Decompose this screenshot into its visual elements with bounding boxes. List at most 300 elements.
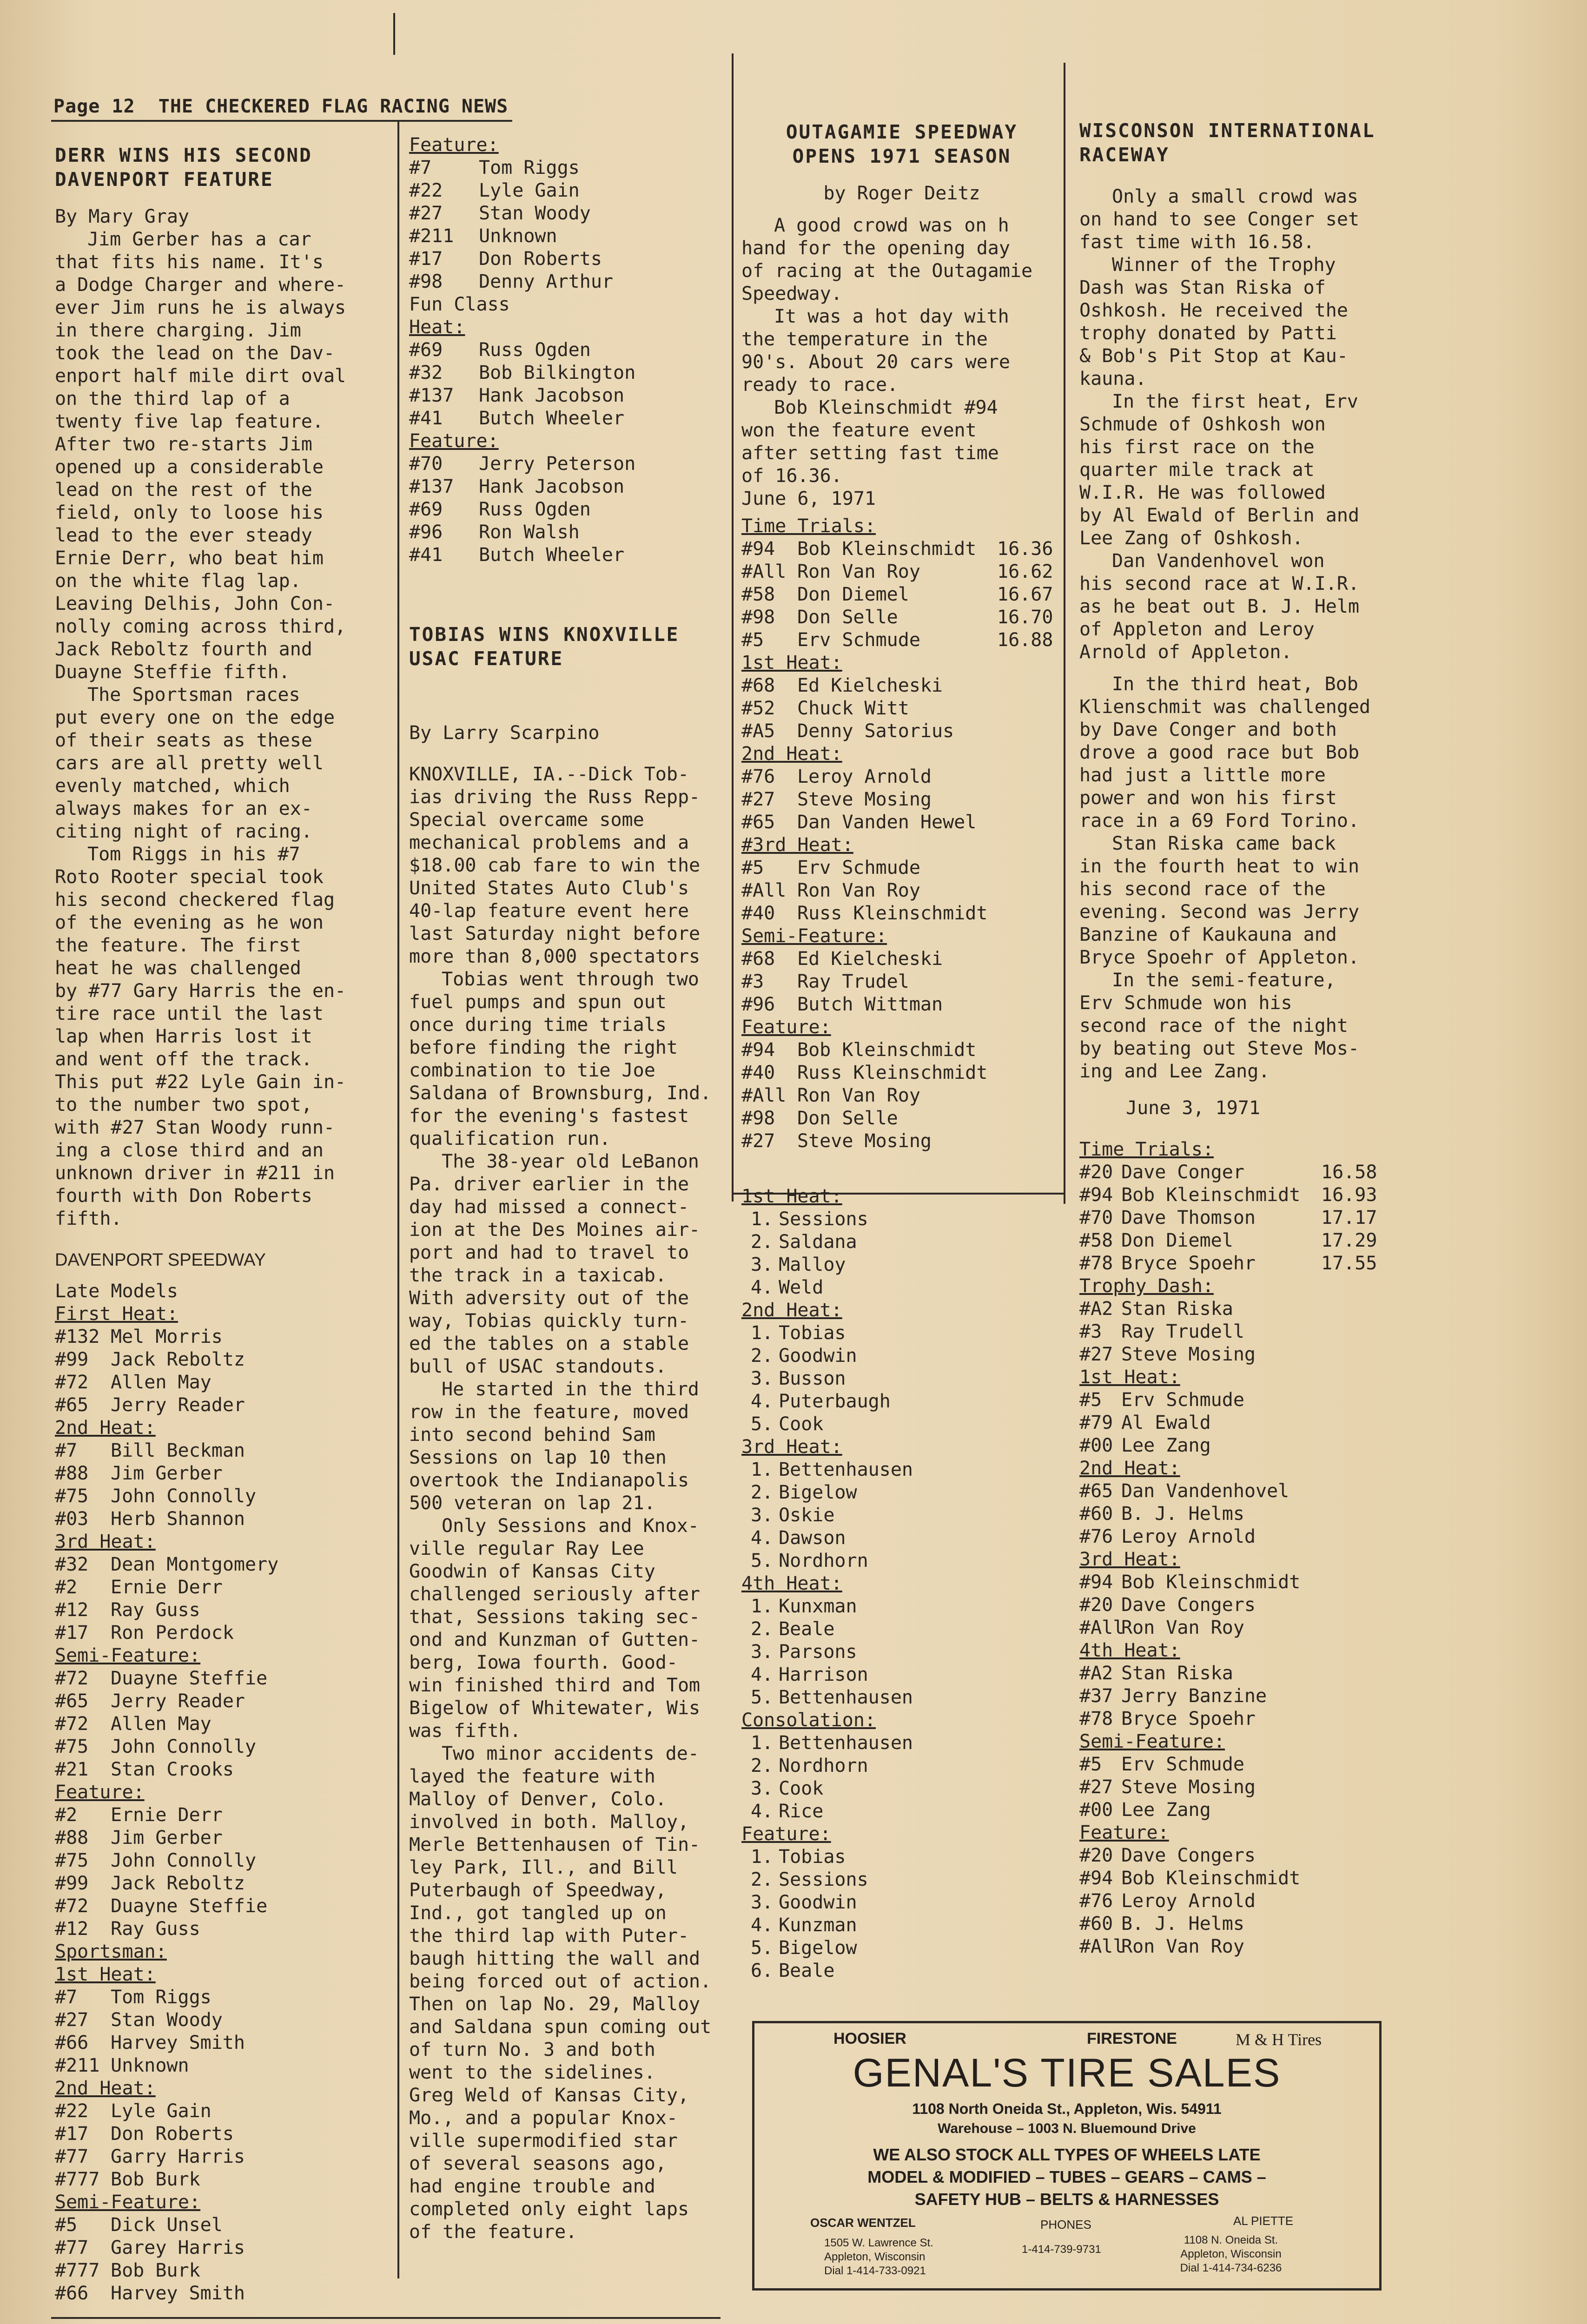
- paragraph-line: completed only eight laps: [409, 2199, 689, 2220]
- time-trial-row: [1079, 1207, 1405, 1229]
- car-number: #52: [741, 698, 775, 719]
- driver-name: Tobias: [779, 1322, 846, 1344]
- ad-phones-number: 1-414-739-9731: [1022, 2243, 1101, 2256]
- paragraph-line: his second checkered flag: [55, 889, 335, 911]
- lap-time: 17.55: [1321, 1253, 1377, 1274]
- page-header: [53, 95, 508, 118]
- paragraph-line: In the semi-feature,: [1112, 970, 1336, 991]
- car-number: #99: [55, 1873, 89, 1894]
- driver-name: John Connolly: [111, 1850, 257, 1871]
- headline: USAC FEATURE: [409, 647, 564, 670]
- paragraph-line: mechanical problems and a: [409, 832, 689, 853]
- car-number: #37: [1079, 1685, 1113, 1707]
- driver-name: Don Roberts: [111, 2123, 234, 2145]
- ad-contact-left-name: OSCAR WENTZEL: [810, 2216, 916, 2230]
- paragraph-line: quarter mile track at: [1079, 459, 1315, 481]
- result-row: [55, 2259, 390, 2282]
- paragraph-line: won the feature event: [741, 420, 977, 441]
- paragraph-line: of the feature.: [409, 2221, 577, 2243]
- driver-name: Bob Kleinschmidt: [797, 538, 977, 560]
- car-number: #75: [55, 1486, 89, 1507]
- car-number: #68: [741, 675, 775, 696]
- paragraph-line: KNOXVILLE, IA.--Dick Tob-: [409, 764, 689, 785]
- driver-name: Dave Conger: [1121, 1162, 1244, 1183]
- car-number: #41: [409, 408, 443, 429]
- ad-address: 1108 North Oneida St., Appleton, Wis. 54911: [912, 2100, 1222, 2117]
- paragraph-line: nolly coming across third,: [55, 616, 346, 637]
- result-row: [409, 475, 730, 498]
- car-number: #211: [55, 2055, 100, 2076]
- paragraph-line: ever Jim runs he is always: [55, 297, 346, 318]
- driver-name: Bob Bilkington: [479, 362, 636, 383]
- paragraph-line: He started in the third: [442, 1379, 699, 1400]
- car-number: #96: [741, 994, 775, 1015]
- knox-result-row: [741, 1618, 1062, 1641]
- knox-result-row: [741, 1208, 1062, 1231]
- paragraph-line: evening. Second was Jerry: [1079, 901, 1360, 923]
- paragraph-line: The Sportsman races: [87, 684, 300, 706]
- paragraph-line: Pa. driver earlier in the: [409, 1174, 689, 1195]
- driver-name: Bettenhausen: [779, 1459, 913, 1480]
- finish-position: 1.: [751, 1596, 774, 1617]
- paragraph-line: unknown driver in #211 in: [55, 1162, 335, 1184]
- driver-name: Duayne Steffie: [111, 1668, 268, 1689]
- car-number: #5: [1079, 1389, 1102, 1411]
- paragraph-line: fast time with 16.58.: [1079, 231, 1315, 253]
- finish-position: 3.: [751, 1505, 774, 1526]
- finish-position: 3.: [751, 1368, 774, 1389]
- paragraph-line: of their seats as these: [55, 730, 312, 751]
- headline: RACEWAY: [1079, 144, 1170, 166]
- result-row: [55, 2123, 390, 2146]
- car-number: #A2: [1079, 1663, 1113, 1684]
- section-label: Feature:: [741, 1823, 831, 1845]
- knox-result-row: [741, 1527, 1062, 1550]
- paragraph-line: baugh hitting the wall and: [409, 1948, 701, 1969]
- paragraph-line: Erv Schmude won his: [1079, 992, 1292, 1014]
- driver-name: Ron Van Roy: [1121, 1617, 1244, 1638]
- driver-name: Ray Trudel: [797, 971, 909, 992]
- driver-name: Dave Thomson: [1121, 1207, 1256, 1228]
- result-row: [741, 811, 1062, 834]
- paragraph-line: ley Park, Ill., and Bill: [409, 1857, 678, 1878]
- car-number: #All: [741, 1085, 787, 1106]
- driver-name: Dave Congers: [1121, 1594, 1256, 1616]
- paragraph-line: bull of USAC standouts.: [409, 1356, 667, 1377]
- driver-name: Oskie: [779, 1505, 835, 1526]
- car-number: #A5: [741, 720, 775, 742]
- result-row: [1079, 1503, 1405, 1525]
- headline: OUTAGAMIE SPEEDWAY: [786, 121, 1018, 143]
- car-number: #98: [741, 607, 775, 628]
- result-row: [55, 1348, 390, 1371]
- car-number: #27: [1079, 1344, 1113, 1365]
- car-number: #03: [55, 1508, 89, 1530]
- car-number: #94: [741, 538, 775, 560]
- byline: By Mary Gray: [55, 206, 189, 227]
- ad-stock-line-1: WE ALSO STOCK ALL TYPES OF WHEELS LATE: [873, 2145, 1261, 2164]
- paragraph-line: qualification run.: [409, 1128, 611, 1149]
- driver-name: Stan Riska: [1121, 1663, 1233, 1684]
- paragraph-line: Puterbaugh of Speedway,: [409, 1880, 667, 1901]
- ad-contact-right-name: AL PIETTE: [1233, 2214, 1294, 2228]
- driver-name: Tom Riggs: [479, 157, 580, 178]
- knox-result-row: [741, 1777, 1062, 1800]
- result-row: [55, 1485, 390, 1508]
- driver-name: Unknown: [111, 2055, 189, 2076]
- paragraph-line: Malloy of Denver, Colo.: [409, 1789, 667, 1810]
- car-number: #777: [55, 2260, 100, 2281]
- result-row: [409, 498, 730, 521]
- section-label: 2nd Heat:: [55, 2078, 156, 2099]
- paragraph-line: enport half mile dirt oval: [55, 365, 346, 387]
- paragraph-line: of racing at the Outagamie: [741, 260, 1033, 282]
- driver-name: Stan Crooks: [111, 1759, 234, 1780]
- car-number: #99: [55, 1349, 89, 1370]
- section-label: Trophy Dash:: [1079, 1275, 1214, 1297]
- paragraph-line: of the evening as he won: [55, 912, 324, 933]
- paragraph-line: A good crowd was on h: [774, 215, 1009, 236]
- result-row: [409, 407, 730, 430]
- paragraph-line: the third lap with Puter-: [409, 1925, 689, 1947]
- headline: DAVENPORT FEATURE: [55, 168, 274, 191]
- car-number: #60: [1079, 1913, 1113, 1934]
- driver-name: Erv Schmude: [1121, 1754, 1244, 1775]
- driver-name: Garey Harris: [111, 2237, 245, 2258]
- section-label: 1st Heat:: [741, 652, 842, 673]
- driver-name: Malloy: [779, 1254, 846, 1275]
- finish-position: 3.: [751, 1778, 774, 1799]
- car-number: #27: [55, 2009, 89, 2031]
- class-label: Late Models: [55, 1281, 178, 1302]
- paragraph-line: Tobias went through two: [442, 969, 699, 990]
- driver-name: Bigelow: [779, 1482, 857, 1503]
- car-number: #All: [1079, 1936, 1124, 1957]
- ad-warehouse: Warehouse – 1003 N. Bluemound Drive: [938, 2121, 1196, 2136]
- lap-time: 16.93: [1321, 1184, 1377, 1206]
- car-number: #00: [1079, 1435, 1113, 1456]
- paragraph-line: before finding the right: [409, 1037, 678, 1058]
- car-number: #70: [1079, 1207, 1113, 1228]
- driver-name: Lee Zang: [1121, 1435, 1211, 1456]
- ad-title: GENAL'S TIRE SALES: [853, 2051, 1281, 2095]
- section-label: First Heat:: [55, 1303, 178, 1325]
- paragraph-line: The 38-year old LeBanon: [442, 1151, 699, 1172]
- lap-time: 16.67: [997, 584, 1053, 605]
- knox-result-row: [741, 1755, 1062, 1777]
- result-row: [1079, 1753, 1405, 1776]
- lap-time: 16.58: [1321, 1162, 1377, 1183]
- car-number: #94: [1079, 1571, 1113, 1593]
- paragraph-line: Duayne Steffie fifth.: [55, 661, 290, 683]
- ad-contact-line: Appleton, Wisconsin: [824, 2251, 926, 2263]
- knox-result-row: [741, 1550, 1062, 1572]
- driver-name: Bigelow: [779, 1937, 857, 1959]
- section-label: Heat:: [409, 317, 465, 338]
- paragraph-line: win finished third and Tom: [409, 1675, 701, 1696]
- paragraph-line: Roto Rooter special took: [55, 866, 324, 888]
- result-row: [741, 1062, 1062, 1084]
- car-number: #27: [741, 789, 775, 810]
- car-number: #3: [741, 971, 764, 992]
- result-row: [55, 1713, 390, 1736]
- driver-name: Lee Zang: [1121, 1799, 1211, 1821]
- paragraph-line: ias driving the Russ Repp-: [409, 786, 701, 808]
- paragraph-line: citing night of racing.: [55, 821, 312, 842]
- section-label: 1st Heat:: [1079, 1367, 1180, 1388]
- result-row: [55, 1918, 390, 1941]
- result-row: [55, 1462, 390, 1485]
- result-row: [741, 674, 1062, 697]
- car-number: #94: [1079, 1184, 1113, 1206]
- car-number: #72: [55, 1372, 89, 1393]
- result-row: [55, 2282, 390, 2305]
- driver-name: Russ Ogden: [479, 499, 591, 520]
- finish-position: 4.: [751, 1277, 774, 1298]
- paragraph-line: once during time trials: [409, 1014, 667, 1036]
- driver-name: Hank Jacobson: [479, 476, 625, 497]
- car-number: #22: [409, 180, 443, 201]
- driver-name: Ed Kielcheski: [797, 675, 943, 696]
- driver-name: Ernie Derr: [111, 1804, 223, 1826]
- paragraph-line: lead on the rest of the: [55, 479, 312, 501]
- driver-name: Ron Van Roy: [797, 880, 920, 901]
- finish-position: 2.: [751, 1618, 774, 1640]
- car-number: #7: [55, 1987, 78, 2008]
- driver-name: Don Diemel: [1121, 1230, 1233, 1251]
- car-number: #5: [55, 2214, 78, 2236]
- driver-name: Steve Mosing: [1121, 1776, 1256, 1798]
- result-row: [741, 1107, 1062, 1130]
- paragraph-line: took the lead on the Dav-: [55, 343, 335, 364]
- car-number: #66: [55, 2032, 89, 2053]
- speedway-name: DAVENPORT SPEEDWAY: [55, 1250, 266, 1270]
- driver-name: Erv Schmude: [1121, 1389, 1244, 1411]
- result-row: [55, 1690, 390, 1713]
- paragraph-line: Oshkosh. He received the: [1079, 300, 1348, 321]
- result-row: [741, 1130, 1062, 1153]
- paragraph-line: of turn No. 3 and both: [409, 2039, 655, 2060]
- car-number: #70: [409, 453, 443, 475]
- section-label: 2nd Heat:: [741, 743, 842, 765]
- car-number: #20: [1079, 1594, 1113, 1616]
- driver-name: Jerry Reader: [111, 1394, 245, 1416]
- car-number: #76: [741, 766, 775, 787]
- car-number: #32: [409, 362, 443, 383]
- knox-result-row: [741, 1276, 1062, 1299]
- paragraph-line: Mo., and a popular Knox-: [409, 2107, 678, 2129]
- result-row: [1079, 1708, 1405, 1730]
- finish-position: 1.: [751, 1322, 774, 1344]
- car-number: #All: [1079, 1617, 1124, 1638]
- result-row: [409, 384, 730, 407]
- paragraph-line: field, only to loose his: [55, 502, 324, 523]
- driver-name: Dick Unsel: [111, 2214, 223, 2236]
- result-row: [741, 788, 1062, 811]
- paragraph-line: that fits his name. It's: [55, 251, 324, 273]
- class-label: Fun Class: [409, 294, 510, 315]
- driver-name: Goodwin: [779, 1892, 857, 1913]
- car-number: #All: [741, 561, 787, 582]
- driver-name: Rice: [779, 1801, 824, 1822]
- ad-stock-line-2: MODEL & MODIFIED – TUBES – GEARS – CAMS –: [867, 2167, 1266, 2186]
- result-row: [409, 544, 730, 567]
- driver-name: Unknown: [479, 225, 557, 247]
- paragraph-line: ville regular Ray Lee: [409, 1538, 644, 1559]
- paragraph-line: for the evening's fastest: [409, 1105, 689, 1127]
- paragraph-line: ready to race.: [741, 374, 899, 396]
- result-row: [55, 1326, 390, 1348]
- column-divider-3: [1064, 63, 1065, 1204]
- knox-result-row: [741, 1664, 1062, 1686]
- paragraph-line: W.I.R. He was followed: [1079, 482, 1326, 503]
- paragraph-line: on the third lap of a: [55, 388, 290, 409]
- driver-name: Bob Burk: [111, 2169, 200, 2190]
- result-row: [741, 948, 1062, 971]
- result-row: [741, 879, 1062, 902]
- paragraph-line: Banzine of Kaukauna and: [1079, 924, 1337, 945]
- section-label: Feature:: [741, 1017, 831, 1038]
- result-row: [55, 2100, 390, 2123]
- paragraph-line: Special overcame some: [409, 809, 644, 831]
- result-row: [409, 362, 730, 384]
- driver-name: John Connolly: [111, 1486, 257, 1507]
- result-row: [1079, 1525, 1405, 1548]
- section-label: Time Trials:: [1079, 1139, 1214, 1160]
- ad-brand-firestone: FIRESTONE: [1087, 2030, 1177, 2047]
- date-line: June 6, 1971: [741, 488, 876, 509]
- section-label: 4th Heat:: [741, 1573, 842, 1594]
- paragraph-line: of Appleton and Leroy: [1079, 619, 1315, 640]
- driver-name: Dave Congers: [1121, 1845, 1256, 1866]
- finish-position: 3.: [751, 1892, 774, 1913]
- car-number: #40: [741, 903, 775, 924]
- car-number: #77: [55, 2146, 89, 2167]
- car-number: #72: [55, 1895, 89, 1917]
- knox-result-row: [741, 1868, 1062, 1891]
- finish-position: 4.: [751, 1527, 774, 1549]
- driver-name: Ray Guss: [111, 1599, 200, 1621]
- driver-name: John Connolly: [111, 1736, 257, 1757]
- result-row: [1079, 1913, 1405, 1935]
- driver-name: Denny Satorius: [797, 720, 954, 742]
- knox-result-row: [741, 1390, 1062, 1413]
- paragraph-line: fourth with Don Roberts: [55, 1185, 312, 1207]
- column-3: [741, 120, 1062, 1982]
- paragraph-line: Ernie Derr, who beat him: [55, 548, 324, 569]
- headline: WISCONSON INTERNATIONAL: [1079, 119, 1375, 142]
- driver-name: Tobias: [779, 1846, 846, 1868]
- driver-name: Saldana: [779, 1231, 857, 1253]
- paragraph-line: to the number two spot,: [55, 1094, 312, 1116]
- time-trial-row: [741, 561, 1062, 583]
- paragraph-line: by Al Ewald of Berlin and: [1079, 505, 1360, 526]
- driver-name: Erv Schmude: [797, 857, 920, 878]
- knox-result-row: [741, 1504, 1062, 1527]
- driver-name: Bob Kleinschmidt: [1121, 1184, 1301, 1206]
- paragraph-line: twenty five lap feature.: [55, 411, 324, 432]
- paragraph-line: fuel pumps and spun out: [409, 991, 667, 1013]
- driver-name: Steve Mosing: [1121, 1344, 1256, 1365]
- paragraph-line: had engine trouble and: [409, 2176, 655, 2197]
- knox-result-row: [741, 1367, 1062, 1390]
- lap-time: 16.88: [997, 629, 1053, 651]
- time-trial-row: [1079, 1229, 1405, 1252]
- section-label: Semi-Feature:: [1079, 1731, 1225, 1752]
- top-tick: [393, 13, 395, 55]
- result-row: [55, 1599, 390, 1622]
- paragraph-line: United States Auto Club's: [409, 878, 689, 899]
- result-row: [55, 1439, 390, 1462]
- car-number: #65: [55, 1690, 89, 1712]
- paragraph-line: tire race until the last: [55, 1003, 324, 1024]
- paragraph-line: lead to the ever steady: [55, 525, 312, 546]
- paragraph-line: With adversity out of the: [409, 1287, 689, 1309]
- paragraph-line: port and had to travel to: [409, 1242, 689, 1263]
- car-number: #3: [1079, 1321, 1102, 1342]
- headline: OPENS 1971 SEASON: [792, 145, 1012, 167]
- paragraph-line: drove a good race but Bob: [1079, 742, 1360, 763]
- time-trial-row: [741, 583, 1062, 606]
- driver-name: Denny Arthur: [479, 271, 613, 292]
- section-label: 3rd Heat:: [1079, 1549, 1180, 1570]
- paragraph-line: Saldana of Brownsburg, Ind.: [409, 1083, 712, 1104]
- driver-name: Butch Wittman: [797, 994, 943, 1015]
- paragraph-line: way, Tobias quickly turn-: [409, 1310, 689, 1332]
- paragraph-line: race in a 69 Ford Torino.: [1079, 810, 1360, 832]
- section-label: 4th Heat:: [1079, 1640, 1180, 1661]
- ad-contact-line: Dial 1-414-734-6236: [1180, 2262, 1282, 2274]
- result-row: [741, 720, 1062, 743]
- column-1: [55, 143, 390, 2305]
- result-row: [55, 1872, 390, 1895]
- paragraph-line: the temperature in the: [741, 329, 988, 350]
- car-number: #69: [409, 339, 443, 361]
- car-number: #132: [55, 1326, 100, 1347]
- driver-name: Dawson: [779, 1527, 846, 1549]
- paragraph-line: In the third heat, Bob: [1112, 673, 1358, 695]
- driver-name: Steve Mosing: [797, 1130, 932, 1152]
- result-row: [409, 248, 730, 271]
- result-row: [741, 766, 1062, 788]
- car-number: #27: [1079, 1776, 1113, 1798]
- car-number: #00: [1079, 1799, 1113, 1821]
- knox-result-row: [741, 1732, 1062, 1755]
- paragraph-line: evenly matched, which: [55, 775, 290, 797]
- knox-result-row: [741, 1891, 1062, 1914]
- driver-name: Kunzman: [779, 1915, 857, 1936]
- driver-name: Nordhorn: [779, 1550, 868, 1571]
- paragraph-line: Jack Reboltz fourth and: [55, 639, 312, 660]
- paragraph-line: Bigelow of Whitewater, Wis: [409, 1697, 701, 1719]
- paragraph-line: by Dave Conger and both: [1079, 719, 1337, 740]
- car-number: #21: [55, 1759, 89, 1780]
- lap-time: 16.70: [997, 607, 1053, 628]
- result-row: [1079, 1480, 1405, 1503]
- driver-name: Bob Kleinschmidt: [1121, 1868, 1301, 1889]
- column-divider-1: [397, 122, 399, 2278]
- result-row: [55, 1827, 390, 1849]
- ad-stock-line-3: SAFETY HUB – BELTS & HARNESSES: [914, 2190, 1219, 2209]
- car-number: #72: [55, 1668, 89, 1689]
- car-number: #5: [741, 629, 764, 651]
- result-row: [55, 1371, 390, 1394]
- car-number: #7: [55, 1440, 78, 1461]
- paragraph-line: Bob Kleinschmidt #94: [774, 397, 998, 418]
- headline: DERR WINS HIS SECOND: [55, 144, 312, 166]
- driver-name: Stan Woody: [111, 2009, 223, 2031]
- knox-result-row: [741, 1641, 1062, 1664]
